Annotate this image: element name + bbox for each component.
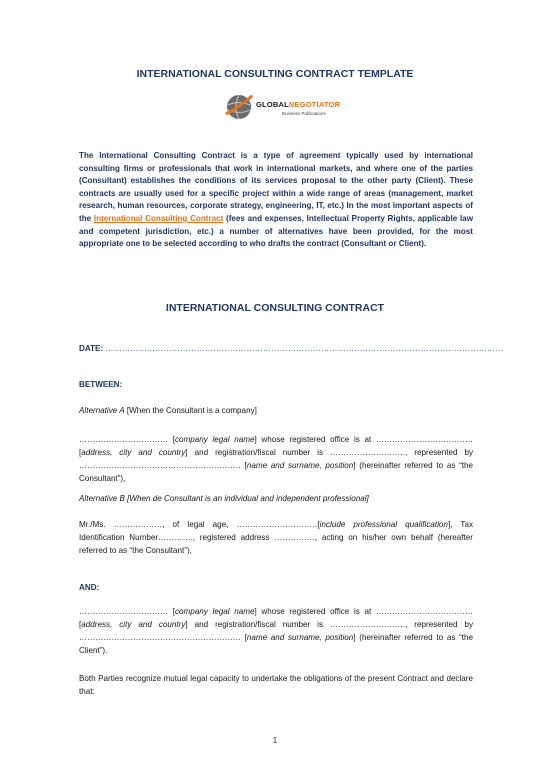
intro-paragraph: The International Consulting Contract is a type of agreement typically used by international consulting firms or professionals that work in international markets, and where one of the parties (Consultant) establishes the conditions of its services proposal to the other party (Client). These contracts are usually used for a specific project within a wide range of areas (management, market research, human resources, corporate strategy, engineering, IT, etc.) In the most important aspects of the International Consulting Contract (fees and expenses, Intellectual Property Rights, applicable law and competent jurisdiction, etc.) a number of alternatives have been provided, for the most appropriate one to be selected according to who drafts the contract (Consultant or Client). bbox=[79, 151, 473, 249]
date-label: DATE: bbox=[79, 344, 104, 353]
alternative-b-heading: Alternative B [When de Consultant is an individual and independent professional] bbox=[79, 494, 369, 503]
alternative-a-text: …………………………… [company legal name] whose registered office is at ……………………………… [address, city and country] and registration/fiscal number is ………………………., represented by …………………………………………………… [name and surname, position] (hereinafter referred to as “the Consultant”), bbox=[79, 435, 474, 484]
recognize-paragraph: Both Parties recognize mutual legal capacity to undertake the obligations of the present Contract and declare that: bbox=[79, 674, 473, 697]
contract-title: INTERNATIONAL CONSULTING CONTRACT bbox=[165, 302, 385, 314]
alternative-b-text: Mr./Ms. ………………, of legal age, …………………………[include professional qualification], Tax Identification Number…………., registered address ……………, acting on his/her own behalf (hereafter referred to as “the Consultant”), bbox=[79, 520, 473, 556]
page-number: 1 bbox=[272, 736, 278, 745]
global-negotiator-logo bbox=[224, 92, 344, 126]
between-label: BETWEEN: bbox=[79, 380, 123, 389]
date-dots: ……………………………………………………………………………………………………………………………… bbox=[105, 344, 504, 353]
alternative-a-heading: Alternative A [When the Consultant is a company] bbox=[79, 406, 257, 415]
client-text: …………………………… [company legal name] whose registered office is at ……………………………… [address, city and country] and registration/fiscal number is ………………………., represented by …………………………………………………… [name and surname, position] (hereinafter referred to as “the Client”). bbox=[79, 607, 474, 656]
globe-logo-icon bbox=[224, 92, 254, 122]
date-line bbox=[79, 344, 504, 353]
and-label: AND: bbox=[79, 583, 100, 592]
logo-wordmark: GLOBALNEGOTIATOR bbox=[256, 100, 341, 109]
logo-subtitle: Business Publications bbox=[282, 111, 326, 116]
document-title: INTERNATIONAL CONSULTING CONTRACT TEMPLATE bbox=[136, 68, 414, 80]
international-consulting-contract-link[interactable]: International Consulting Contract bbox=[93, 213, 224, 223]
